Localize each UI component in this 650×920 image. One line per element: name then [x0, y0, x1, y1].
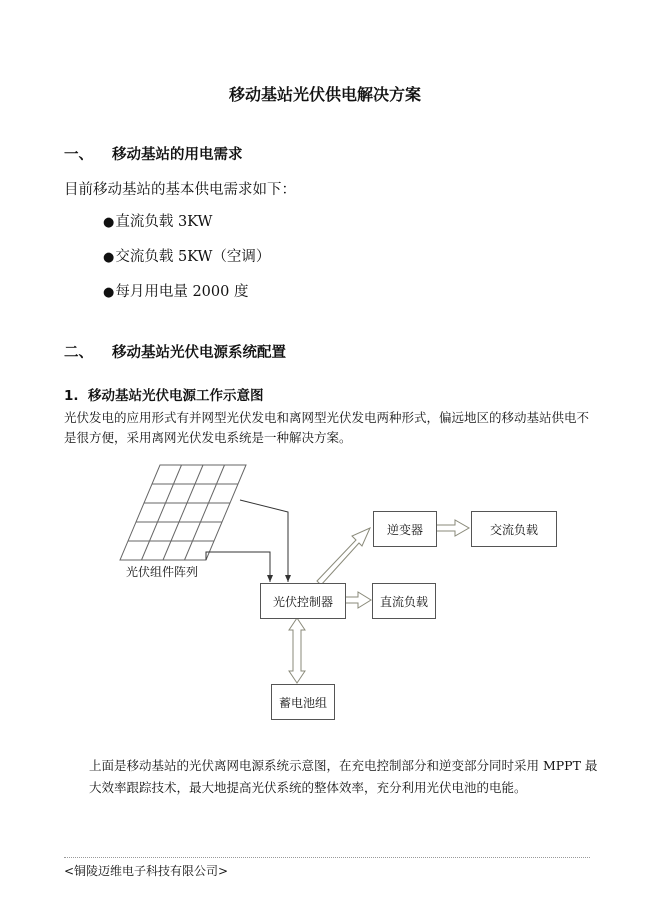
subsection-1-number: 1.: [64, 388, 79, 404]
bullet-text: 每月用电量 2000 度: [115, 284, 249, 300]
dc-load-box: [372, 583, 436, 619]
controller-battery-arrow: [289, 618, 305, 683]
pv-array-icon: [120, 465, 246, 560]
section-2-number: 二、: [64, 345, 93, 361]
inverter-label: 逆变器: [386, 522, 423, 537]
bullet-text: 直流负载 3KW: [115, 214, 213, 230]
section-1-title: 移动基站的用电需求: [112, 147, 243, 163]
inverter-box: [373, 511, 437, 547]
battery-label: 蓄电池组: [278, 695, 327, 710]
ac-load-label: 交流负载: [489, 522, 538, 537]
section-1-number: 一、: [64, 147, 93, 163]
bullet-dot-icon: ●: [103, 250, 115, 265]
bullet-text: 交流负载 5KW（空调）: [115, 249, 271, 265]
inverter-to-ac-arrow: [436, 520, 469, 536]
battery-box: [271, 684, 335, 720]
section-1-intro: 目前移动基站的基本供电需求如下：: [64, 182, 296, 198]
pv-to-controller-lines: [206, 500, 288, 582]
controller-to-inverter-arrow: [317, 528, 370, 585]
ac-load-box: [471, 511, 557, 547]
bullet-dot-icon: ●: [103, 285, 115, 300]
bullet-dot-icon: ●: [103, 215, 115, 230]
footer-company: <铜陵迈维电子科技有限公司>: [64, 864, 229, 878]
section-2-title: 移动基站光伏电源系统配置: [112, 345, 286, 361]
subsection-1-title: 移动基站光伏电源工作示意图: [88, 388, 264, 404]
document-title: 移动基站光伏供电解决方案: [228, 85, 421, 104]
paragraph-diagram-description: 上面是移动基站的光伏离网电源系统示意图，在充电控制部分和逆变部分同时采用 MPPT 最大效率跟踪技术，最大地提高光伏系统的整体效率，充分利用光伏电池的电能。: [89, 758, 598, 795]
pv-controller-box: [260, 583, 346, 619]
pv-controller-label: 光伏控制器: [272, 594, 333, 609]
dc-load-label: 直流负载: [379, 594, 428, 609]
controller-to-dc-arrow: [345, 592, 371, 608]
footer-divider: [64, 857, 590, 858]
paragraph-pv-forms: 光伏发电的应用形式有并网型光伏发电和离网型光伏发电两种形式，偏远地区的移动基站供电不是很方便，采用离网光伏发电系统是一种解决方案。: [64, 410, 590, 445]
pv-array-label: 光伏组件阵列: [126, 565, 199, 579]
